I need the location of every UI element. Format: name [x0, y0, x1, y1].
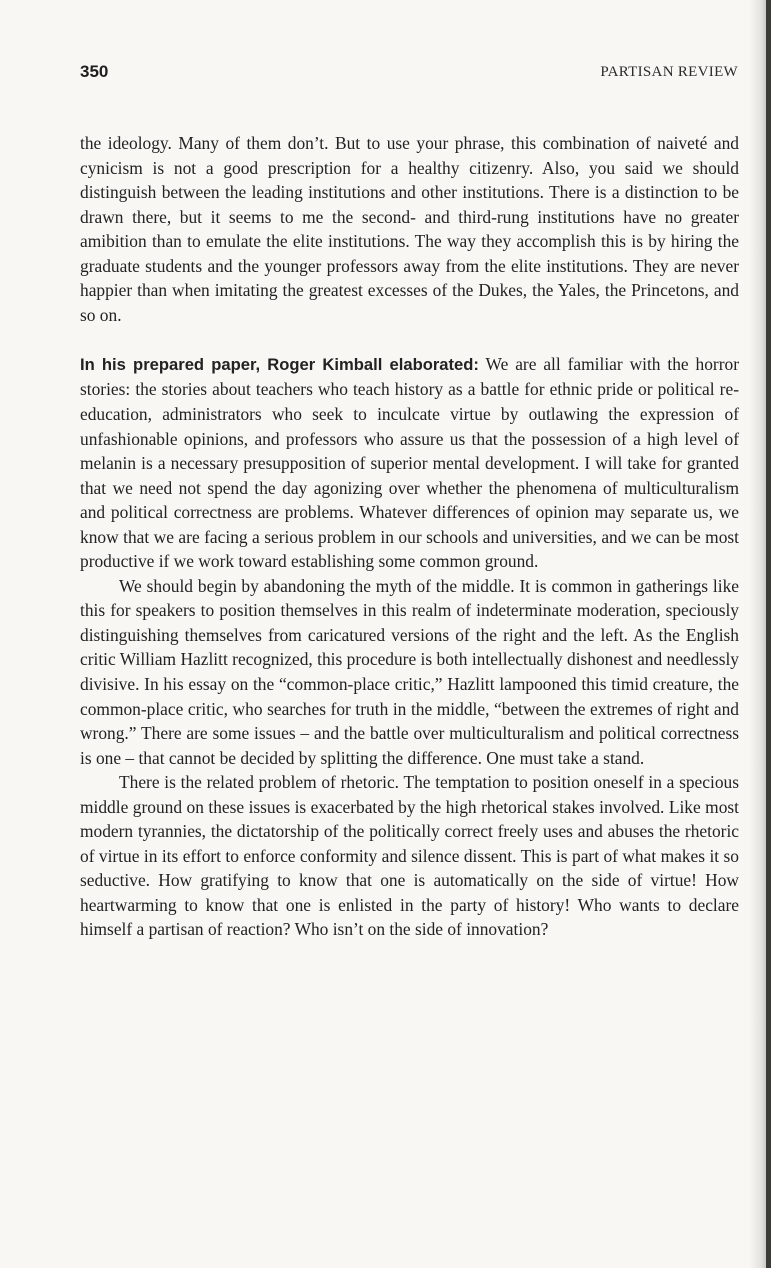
paragraph-text: We are all familiar with the horror stories: the stories about teachers who teach history as a battle for ethnic pride or political re-education, administrators who seek to inculcate virtue by outlawing the expression of unfashionable opinions, and professors who assure us that the possession of a high level of melanin is a necessary presupposition of superior mental development. I will take for granted that we need not spend the day agonizing over whether the phenomena of multiculturalism and political correctness are problems. Whatever differences of opinion may separate us, we know that we are facing a serious problem in our schools and universities, and we can be most productive if we work toward establishing some common ground. [80, 353, 740, 572]
page-number: 350 [80, 62, 109, 81]
running-head: PARTISAN REVIEW [600, 64, 738, 80]
paragraph: There is the related problem of rhetoric. The temptation to position oneself in a specious middle ground on these issues is exacerbated by the high rhetorical stakes involved. Like most modern tyrannies, the dictatorship of the politically correct freely uses and abuses the rhetoric of virtue in its effort to enforce conformity and silence dissent. This is part of what makes it so seductive. How gratifying to know that one is automatically on the side of virtue! How heartwarming to know that one is enlisted in the party of history! Who wants to declare himself a partisan of reaction? Who isn’t on the side of innovation? [80, 772, 739, 940]
paragraph [80, 352, 739, 574]
page-header [80, 62, 738, 88]
page-edge [766, 0, 771, 1268]
paragraph: the ideology. Many of them don’t. But to use your phrase, this combination of naiveté and cynicism is not a good prescription for a healthy citizenry. Also, you said we should distinguish between the leading institutions and other institutions. There is a distinction to be drawn there, but it seems to me the second- and third-rung institutions have no greater amibition than to emulate the elite institutions. The way they accomplish this is by hiring the graduate students and the younger professors away from the elite institutions. They are never happier than when imitating the greatest excesses of the Dukes, the Yales, the Princetons, and so on. [80, 133, 739, 325]
body-text [80, 131, 739, 942]
speaker-lead-in: In his prepared paper, Roger Kimball elaborated: [80, 354, 479, 374]
paragraph: We should begin by abandoning the myth of the middle. It is common in gatherings like this for speakers to position themselves in this realm of indeterminate moderation, speciously distinguishing themselves from caricatured versions of the right and the left. As the English critic William Hazlitt recognized, this procedure is both intellectually dishonest and needlessly divisive. In his essay on the “common-place critic,” Hazlitt lampooned this timid creature, the common-place critic, who searches for truth in the middle, “between the extremes of right and wrong.” There are some issues – and the battle over multiculturalism and political correctness is one – that cannot be decided by splitting the difference. One must take a stand. [80, 575, 739, 768]
